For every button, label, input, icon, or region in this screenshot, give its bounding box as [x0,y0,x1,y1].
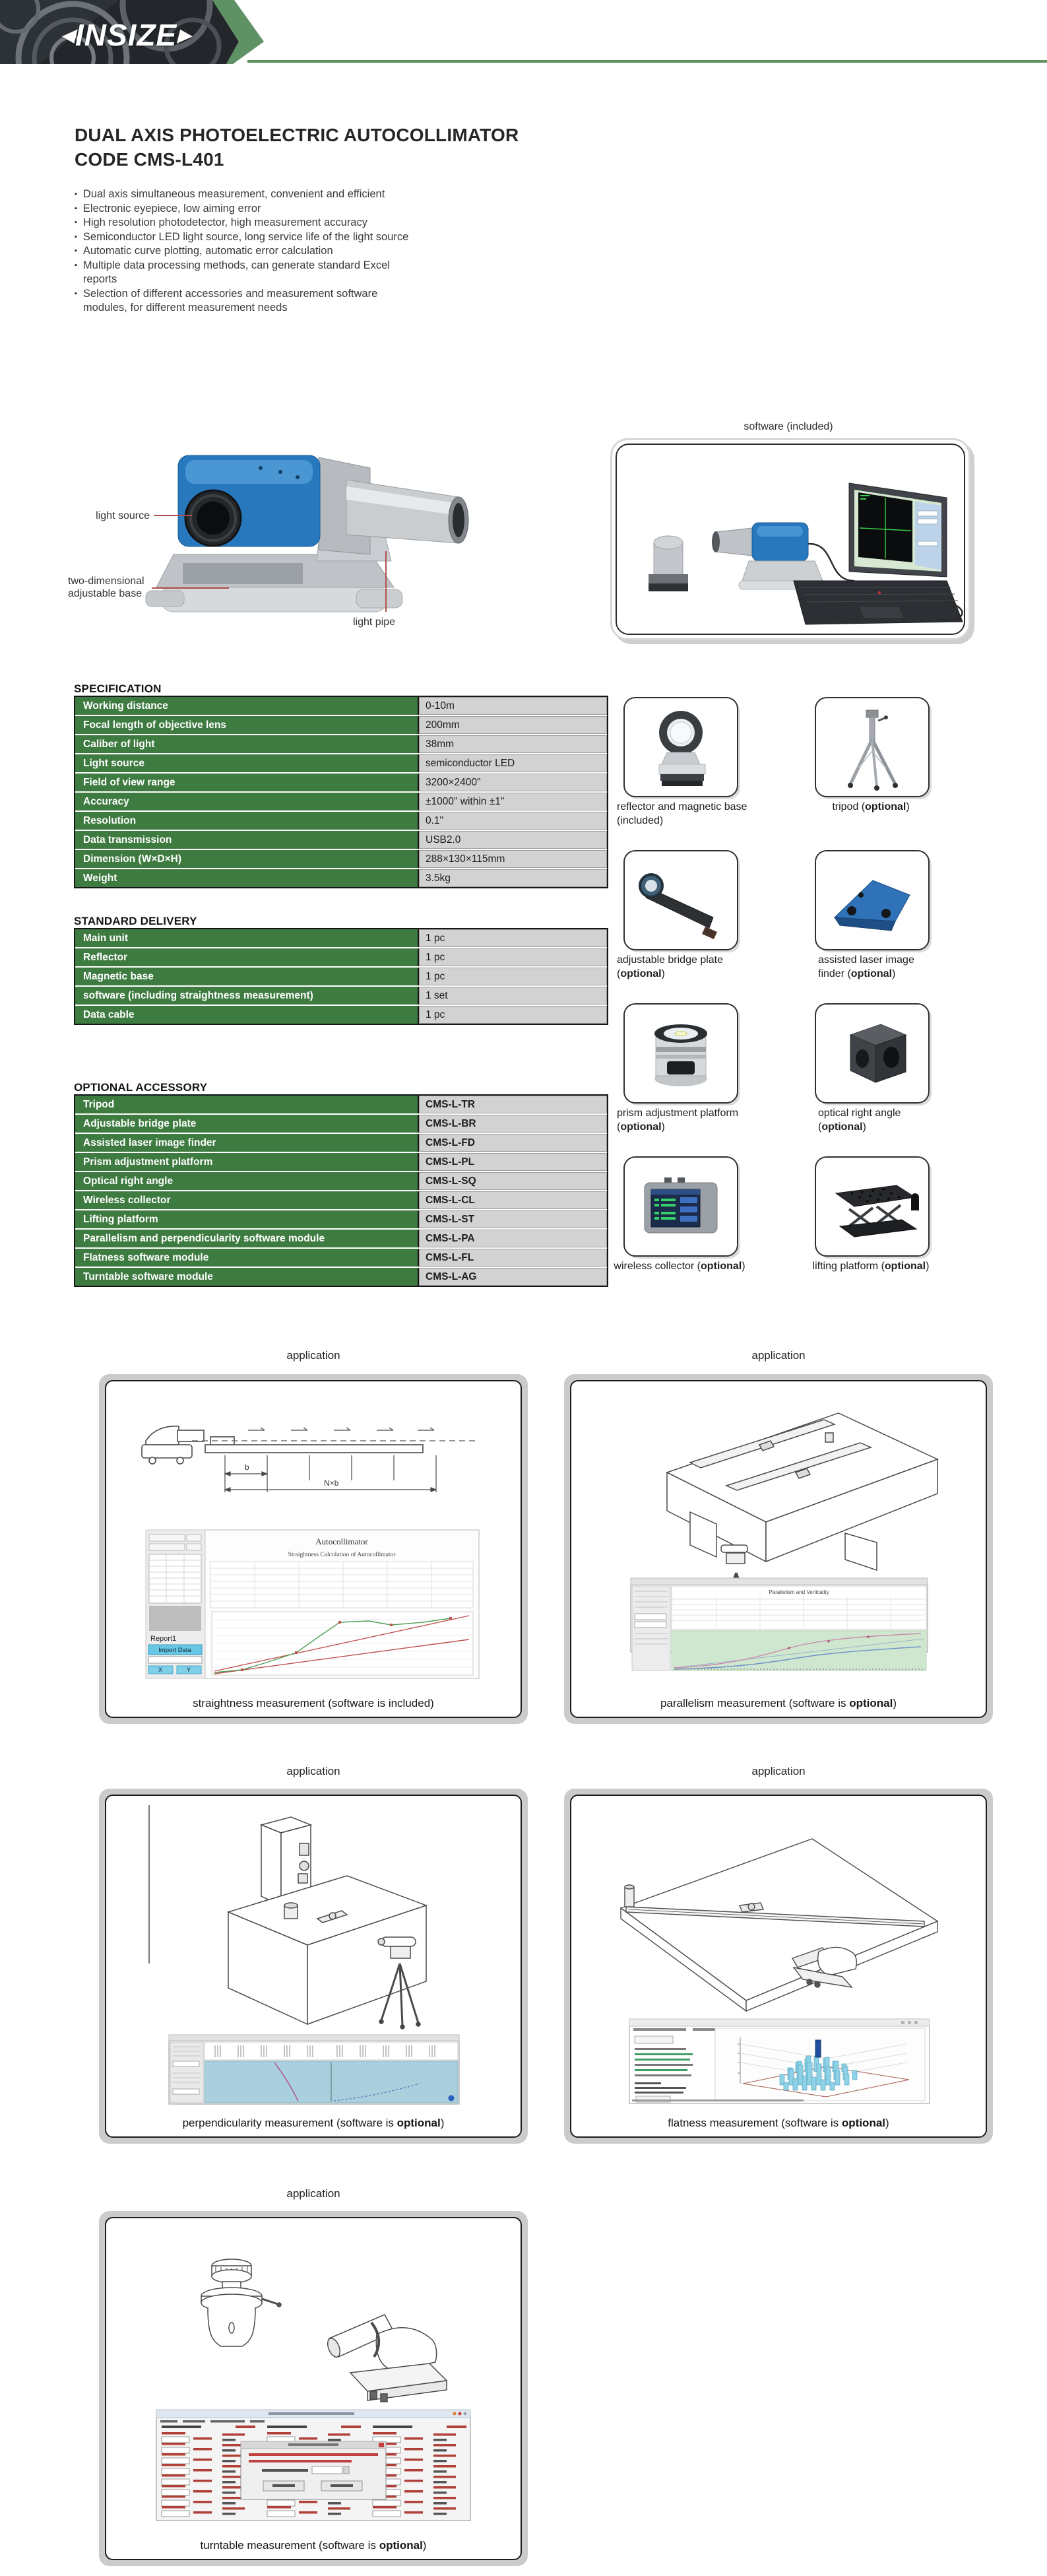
software-scene-illustration [617,445,965,633]
table-row: Wireless collector CMS-L-CL [75,1191,607,1209]
accessory-thumb-prism-adjustment-platform [623,1003,738,1104]
accessory-thumb-assisted-laser-image-finder [815,850,930,950]
table-row: Tripod CMS-L-TR [75,1096,607,1113]
table-row: Light source semiconductor LED [75,754,607,772]
autocollimator-illustration [63,419,511,670]
logo-arrow-left-icon: ◀ [61,24,75,45]
reflector-illustration [649,536,688,591]
feature-item: ▪ High resolution photodetector, high measurement accuracy [75,216,414,230]
software-panel-label: software (included) [744,421,833,432]
straightness-software-screenshot [146,1530,479,1678]
bullet-icon: ▪ [75,204,77,213]
turntable-illustration [106,2218,521,2530]
application-label: application [286,1765,340,1777]
bullet-icon: ▪ [75,261,77,269]
application-panel-inner [105,1795,522,2138]
import-data-button: Import Data [158,1647,191,1654]
tripod-illustration [817,700,927,795]
application-panel-straightness [99,1374,528,1724]
table-row: software (including straightness measurement) 1 set [75,987,607,1005]
flatness-setup-drawing [621,1839,937,2011]
insize-logo [61,17,191,53]
title-line-2: CODE CMS-L401 [75,149,224,170]
accessory-caption: optical right angle (optional) [818,1107,901,1133]
autocollimator-mini-illustration [712,523,831,589]
table-row: Resolution 0.1" [75,812,607,830]
reflector-magnetic-base-illustration [626,700,736,795]
table-row: Dimension (W×D×H) 288×130×115mm [75,850,607,868]
bullet-icon: ▪ [75,289,77,298]
axis-y-button: Y [186,1667,191,1673]
perpendicularity-software-screenshot [169,2035,459,2104]
table-row: Main unit 1 pc [75,929,607,947]
accessory-thumb-reflector-magnetic-base [623,697,738,797]
dim-label-nxb: N×b [324,1478,339,1488]
accessory-caption: reflector and magnetic base (included) [617,801,747,826]
dim-label-b: b [245,1463,249,1472]
assisted-laser-image-finder-illustration [817,853,927,948]
logo-text: INSIZE [75,18,177,52]
perpendicularity-setup-drawing [149,1805,426,2029]
title-line-1: DUAL AXIS PHOTOELECTRIC AUTOCOLLIMATOR [75,125,519,145]
table-row: Data cable 1 pc [75,1006,607,1024]
page-header [0,0,1047,66]
table-row: Adjustable bridge plate CMS-L-BR [75,1115,607,1133]
laptop-illustration [794,483,963,624]
application-label: application [751,1349,806,1362]
header-rule [247,60,1047,63]
table-row: Focal length of objective lens 200mm [75,716,607,734]
light-source-port [185,490,241,546]
software-panel-inner [616,444,965,635]
parallelism-software-screenshot [631,1578,928,1670]
accessory-caption: tripod (optional) [832,801,910,812]
adjustable-bridge-plate-illustration [626,853,736,948]
application-panel-flatness [564,1789,993,2144]
accessory-caption: prism adjustment platform (optional) [617,1107,739,1133]
application-caption: flatness measurement (software is optional) [668,2117,889,2129]
table-row: Lifting platform CMS-L-ST [75,1210,607,1228]
callout-light-pipe: light pipe [353,616,396,628]
optical-right-angle-illustration [817,1006,927,1101]
perpendicularity-illustration [106,1796,521,2108]
table-row: Reflector 1 pc [75,948,607,966]
table-row: Optical right angle CMS-L-SQ [75,1172,607,1190]
application-panel-turntable [99,2211,528,2566]
table-row: Assisted laser image finder CMS-L-FD [75,1134,607,1152]
lifting-platform-illustration [817,1159,927,1254]
table-row: Caliber of light 38mm [75,735,607,753]
flatness-software-screenshot [629,2019,930,2103]
application-panel-inner [105,2217,522,2560]
light-pipe-tube [346,480,468,543]
application-panel-inner [570,1795,987,2138]
feature-list [75,187,414,315]
accessory-thumb-adjustable-bridge-plate [623,850,738,950]
flatness-illustration [571,1796,986,2108]
callout-adjustable-base: two-dimensional adjustable base [68,576,144,599]
table-row: Flatness software module CMS-L-FL [75,1249,607,1267]
feature-item: ▪ Dual axis simultaneous measurement, convenient and efficient [75,187,414,202]
straightness-setup-drawing [142,1426,476,1464]
turntable-setup-drawing [201,2259,447,2402]
feature-item: ▪ Semiconductor LED light source, long service life of the light source [75,230,414,245]
table-row: Parallelism and perpendicularity software module CMS-L-PA [75,1230,607,1247]
table-row: Weight 3.5kg [75,869,607,887]
parallelism-illustration [571,1381,986,1688]
accessory-caption: wireless collector (optional) [614,1261,746,1272]
screenshot-title: Autocollimator [315,1536,368,1546]
straightness-illustration [106,1381,521,1688]
confirmation-dialog [241,2441,386,2499]
standard-delivery-title: STANDARD DELIVERY [74,915,197,927]
feature-item: ▪ Electronic eyepiece, low aiming error [75,202,414,216]
software-panel [610,438,970,640]
feature-item: ▪ Selection of different accessories and measurement software modules, for different measurement needs [75,287,414,315]
application-panel-inner [105,1380,522,1718]
feature-item: ▪ Multiple data processing methods, can generate standard Excel reports [75,259,414,287]
application-caption: perpendicularity measurement (software is optional) [182,2117,445,2129]
bullet-icon: ▪ [75,247,77,255]
specification-table [74,696,608,888]
wireless-collector-illustration [626,1159,736,1254]
accessory-thumb-lifting-platform [815,1156,930,1257]
report-label: Report1 [150,1635,177,1643]
accessory-thumb-wireless-collector [623,1156,738,1257]
application-caption: straightness measurement (software is included) [193,1697,434,1709]
application-panel-parallelism [564,1374,993,1724]
accessory-caption: assisted laser image finder (optional) [818,954,914,979]
accessory-thumb-optical-right-angle [815,1003,930,1104]
accessory-caption: lifting platform (optional) [812,1261,930,1272]
product-figure [63,419,511,670]
table-row: Prism adjustment platform CMS-L-PL [75,1153,607,1171]
optional-accessory-table [74,1094,608,1287]
table-row: Turntable software module CMS-L-AG [75,1268,607,1286]
application-label: application [286,1349,340,1362]
turntable-software-screenshot [156,2410,470,2521]
callout-light-source: light source [96,510,150,521]
table-row: Working distance 0-10m [75,697,607,715]
table-row: Field of view range 3200×2400" [75,774,607,791]
application-panel-inner [570,1380,987,1718]
table-row: Accuracy ±1000" within ±1" [75,793,607,810]
bullet-icon: ▪ [75,190,77,198]
feature-item: ▪ Automatic curve plotting, automatic error calculation [75,244,414,259]
flatness-3d-chart [715,2028,925,2101]
page-title [75,123,519,172]
prism-adjustment-platform-illustration [626,1006,736,1101]
bullet-icon: ▪ [75,232,77,241]
screenshot-subtitle: Straightness Calculation of Autocollimator [288,1552,396,1558]
screenshot-title: Parallelism and Verticality [769,1589,829,1595]
optional-accessory-title: OPTIONAL ACCESSORY [74,1081,208,1094]
table-row: Data transmission USB2.0 [75,831,607,849]
two-dimensional-adjustable-base [146,554,402,612]
application-caption: turntable measurement (software is optional) [200,2539,427,2552]
application-panel-perpendicularity [99,1789,528,2144]
application-label: application [751,1765,806,1777]
specification-title: SPECIFICATION [74,682,162,695]
accessory-caption: adjustable bridge plate (optional) [617,954,724,979]
bullet-icon: ▪ [75,218,77,226]
axis-x-button: X [158,1667,163,1673]
application-caption: parallelism measurement (software is optional) [660,1697,897,1709]
standard-delivery-table [74,928,608,1025]
logo-arrow-right-icon: ▶ [177,24,191,45]
accessory-thumb-tripod [815,697,930,797]
application-label: application [286,2187,340,2200]
table-row: Magnetic base 1 pc [75,968,607,985]
